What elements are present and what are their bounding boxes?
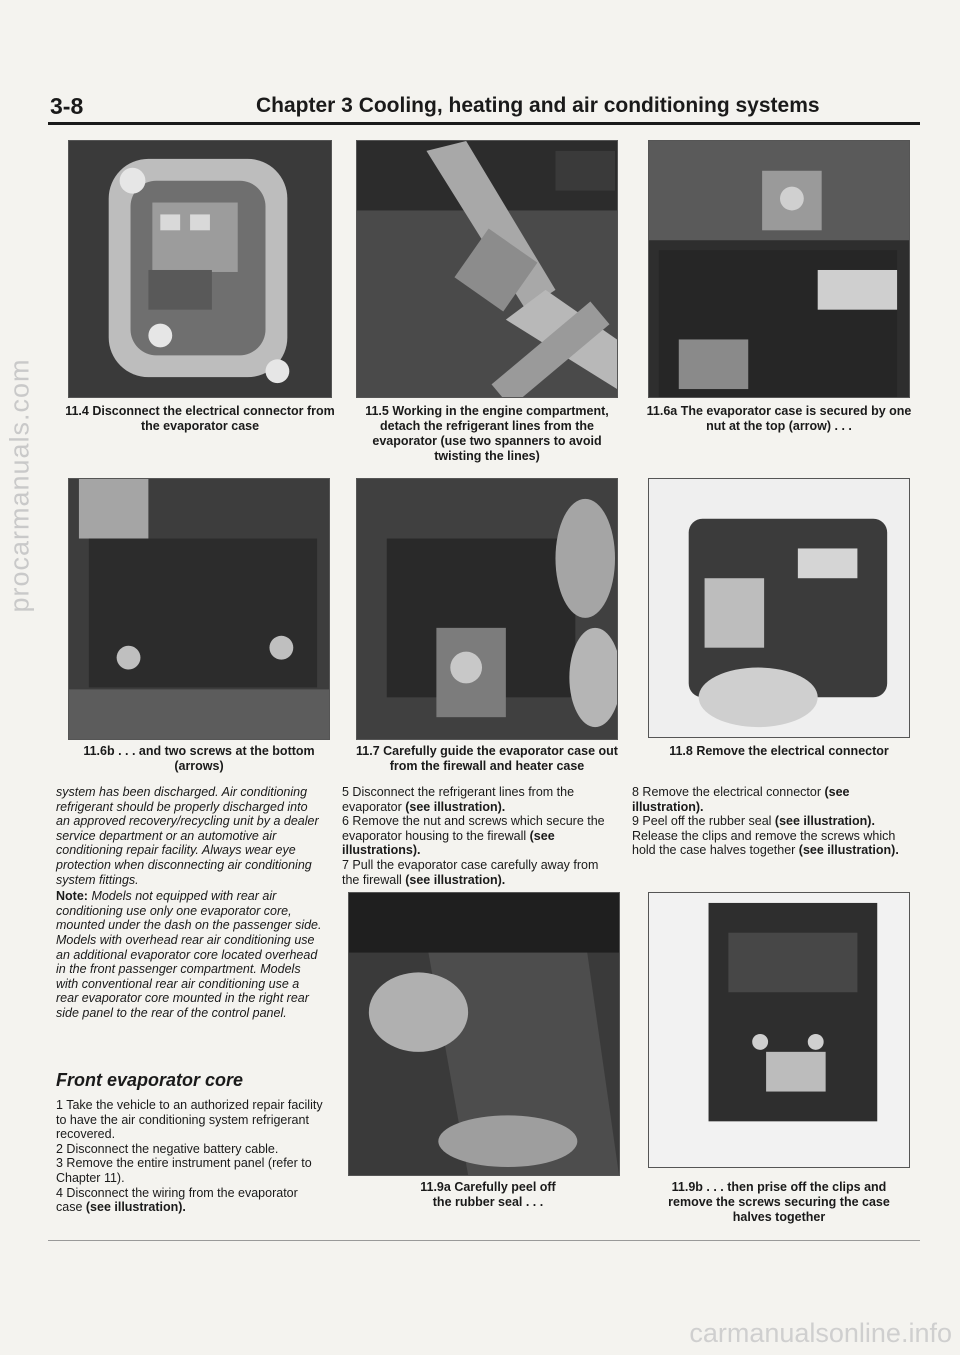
photo-11-6b <box>68 478 330 740</box>
step-5-ref: (see illustration). <box>405 799 506 814</box>
caption-11-8: 11.8 Remove the electrical connector <box>669 744 889 758</box>
step-1: 1 Take the vehicle to an authorized repair facility to have the air conditioning system refrigerant recovered. <box>56 1098 323 1142</box>
step-8: 8 Remove the electrical connector <box>632 785 825 799</box>
step-9-ref: (see illustration). <box>774 814 875 829</box>
note-text: Models not equipped with rear air conditioning use only one evaporator core, mounted under the dash on the passenger side. Models with overhead rear air conditioning use an additional evaporator core located overhead in the front passenger compartment. Models with conventional rear air conditioning use a rear evaporator core mounted in the right rear side panel to the rear of the control panel. <box>56 889 322 1020</box>
side-watermark: procarmanuals.com <box>4 358 35 613</box>
photo-11-7 <box>356 478 618 740</box>
step-4: 4 Disconnect the wiring from the evaporator case <box>56 1185 298 1215</box>
note-label: Note: <box>56 889 88 904</box>
step-9: 9 Peel off the rubber seal <box>632 814 775 829</box>
right-column <box>632 785 910 858</box>
left-steps <box>56 1098 324 1215</box>
step-2: 2 Disconnect the negative battery cable. <box>56 1141 279 1156</box>
left-column <box>56 785 324 1021</box>
page-number: 3-8 <box>50 93 84 119</box>
photo-11-4 <box>68 140 332 398</box>
step-9-cont: Release the clips and remove the screws which hold the case halves together <box>632 828 896 858</box>
caption-11-9b: 11.9b . . . then prise off the clips and remove the screws securing the case halves together <box>668 1180 890 1224</box>
photo-11-8 <box>648 478 910 738</box>
step-4-ref: (see illustration). <box>85 1200 186 1215</box>
header-rule <box>48 122 920 125</box>
step-6-ref: (see illustrations). <box>342 828 555 858</box>
section-heading: Front evaporator core <box>56 1070 244 1090</box>
step-9-ref-2: (see illustration). <box>798 843 899 858</box>
chapter-title: Chapter 3 Cooling, heating and air conditioning systems <box>256 94 820 117</box>
step-8-ref: (see illustration). <box>632 785 850 814</box>
caption-11-5: 11.5 Working in the engine compartment, detach the refrigerant lines from the evaporator (use two spanners to avoid twisting the lines) <box>365 404 609 463</box>
caption-11-7: 11.7 Carefully guide the evaporator case out from the firewall and heater case <box>356 744 618 773</box>
intro-paragraph: system has been discharged. Air conditioning refrigerant should be properly discharged into an approved recovery/recycling unit by a dealer service department or an automotive air conditioning repair facility. Always wear eye protection when disconnecting air conditioning system fittings. <box>56 785 319 887</box>
step-6: 6 Remove the nut and screws which secure the evaporator housing to the firewall <box>342 814 605 843</box>
bottom-watermark: carmanualsonline.info <box>689 1318 952 1348</box>
step-7-ref: (see illustration). <box>405 872 506 887</box>
photo-11-5 <box>356 140 618 398</box>
photo-11-9b <box>648 892 910 1168</box>
caption-11-6a: 11.6a The evaporator case is secured by one nut at the top (arrow) . . . <box>646 404 912 433</box>
step-3: 3 Remove the entire instrument panel (refer to Chapter 11). <box>56 1156 312 1185</box>
photo-11-6a <box>648 140 910 398</box>
step-5: 5 Disconnect the refrigerant lines from the evaporator <box>342 785 575 814</box>
footer-rule <box>48 1240 920 1241</box>
caption-11-4: 11.4 Disconnect the electrical connector from the evaporator case <box>65 404 335 433</box>
photo-11-9a <box>348 892 620 1176</box>
caption-11-6b: 11.6b . . . and two screws at the bottom (arrows) <box>83 744 315 773</box>
middle-column <box>342 785 618 887</box>
caption-11-9a: 11.9a Carefully peel off the rubber seal . . . <box>420 1180 556 1209</box>
step-7: 7 Pull the evaporator case carefully away from the firewall <box>342 857 599 887</box>
